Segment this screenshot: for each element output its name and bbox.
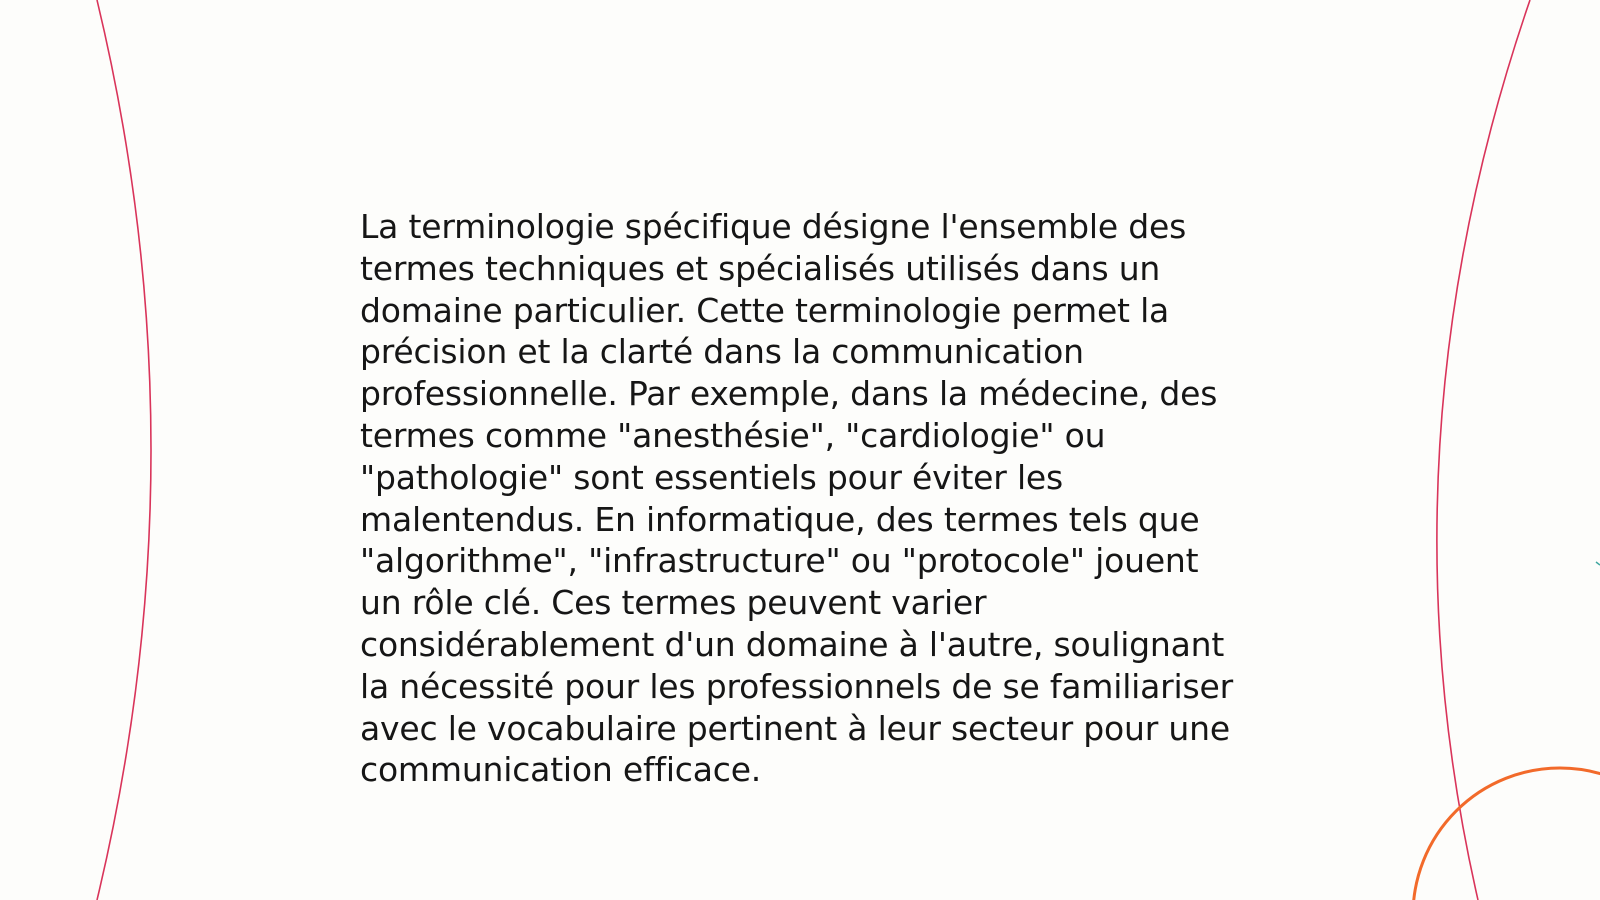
body-paragraph: La terminologie spécifique désigne l'ensemble des termes techniques et spécialisés utilisés dans un domaine particulier. Cette terminologie permet la précision et la clarté dans la communication professionnelle. Par exemple, dans la médecine, des termes comme "anesthésie", "cardiologie" ou "pathologie" sont essentiels pour éviter les malentendus. En informatique, des termes tels que "algorithme", "infrastructure" ou "protocole" jouent un rôle clé. Ces termes peuvent varier considérablement d'un domaine à l'autre, soulignant la nécessité pour les professionnels de se familiariser avec le vocabulaire pertinent à leur secteur pour une communication efficace. [360,207,1233,790]
left-curve-line [97,0,151,900]
right-curve-line [1437,0,1530,900]
accent-arc [1413,768,1600,900]
right-edge-tick [1596,562,1600,565]
